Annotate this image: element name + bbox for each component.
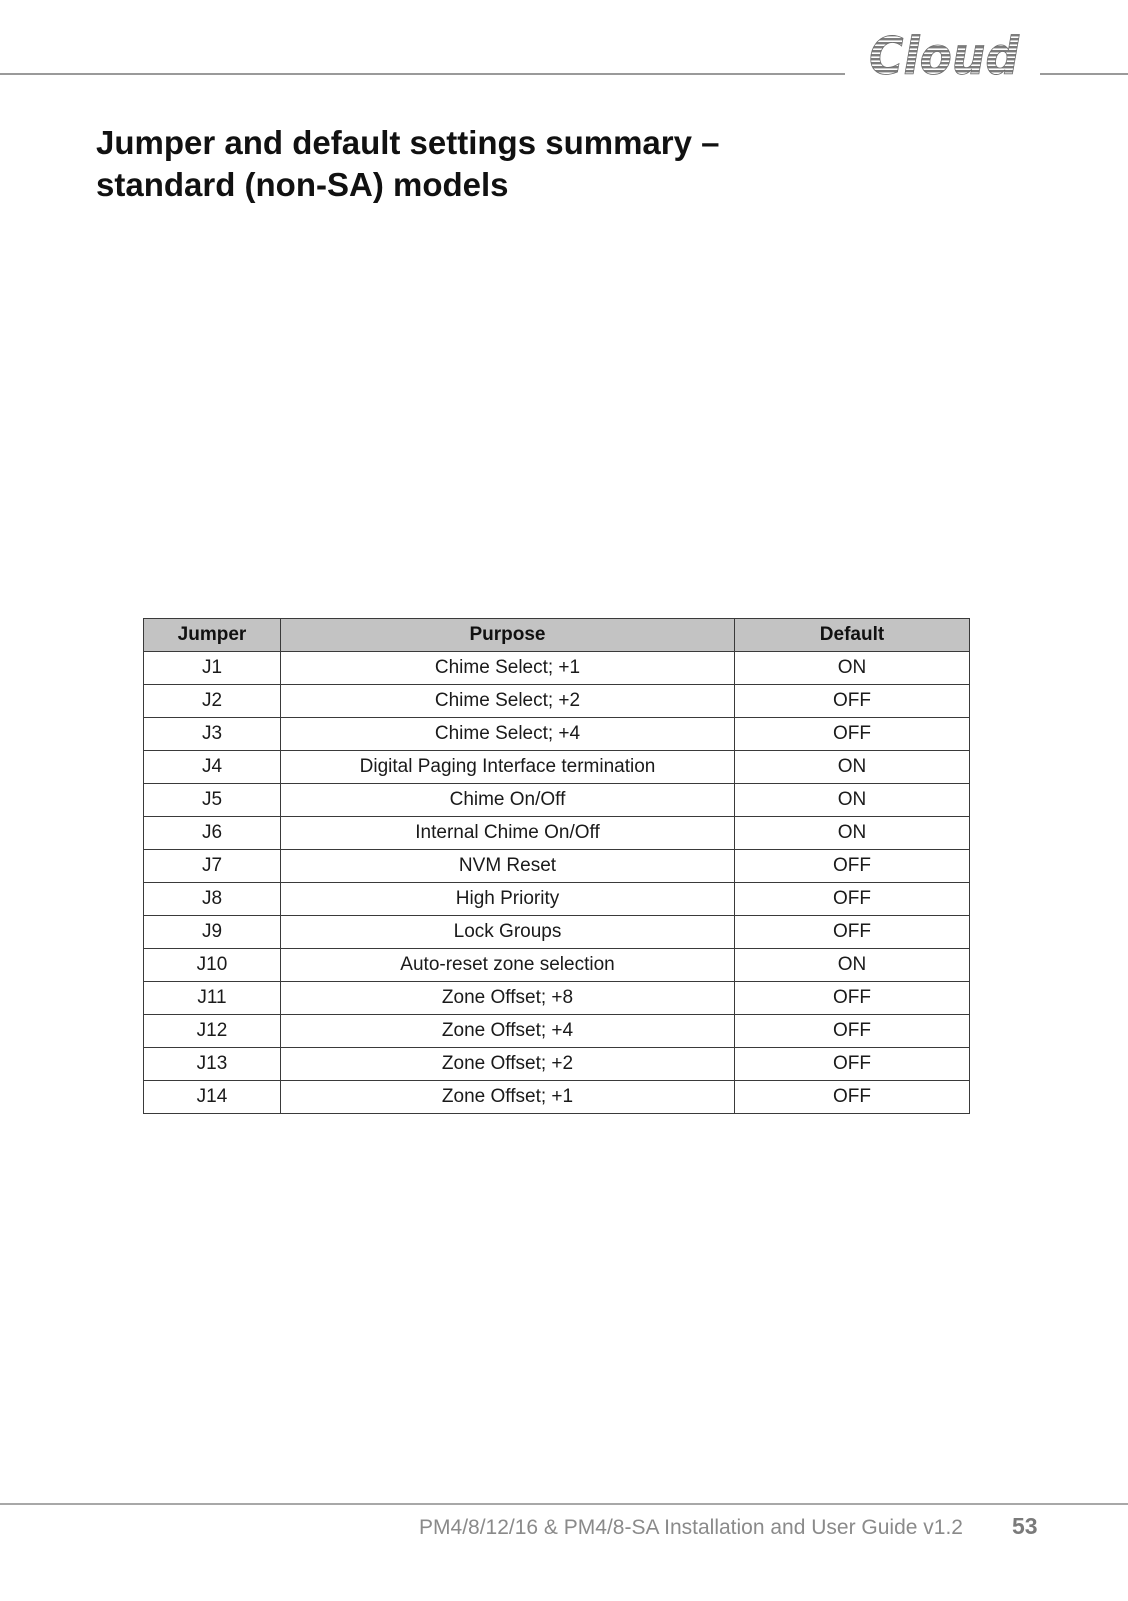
cell-default: OFF (735, 982, 970, 1015)
cell-purpose: Zone Offset; +4 (281, 1015, 735, 1048)
cell-jumper: J11 (144, 982, 281, 1015)
cell-jumper: J1 (144, 652, 281, 685)
header-rule-right (1040, 73, 1128, 75)
cell-purpose: Chime Select; +2 (281, 685, 735, 718)
cell-purpose: High Priority (281, 883, 735, 916)
cloud-logo (868, 30, 1020, 80)
cell-purpose: Zone Offset; +8 (281, 982, 735, 1015)
cell-purpose: Digital Paging Interface termination (281, 751, 735, 784)
footer-guide-title: PM4/8/12/16 & PM4/8-SA Installation and User Guide v1.2 (419, 1516, 963, 1539)
page-title (96, 122, 856, 206)
cell-jumper: J3 (144, 718, 281, 751)
table-row (144, 916, 970, 949)
cell-default: ON (735, 784, 970, 817)
cell-purpose: Zone Offset; +2 (281, 1048, 735, 1081)
cell-jumper: J4 (144, 751, 281, 784)
footer-rule (0, 1503, 1128, 1505)
cell-default: OFF (735, 1081, 970, 1114)
cell-purpose: Chime On/Off (281, 784, 735, 817)
column-header-purpose: Purpose (281, 619, 735, 652)
cell-default: ON (735, 949, 970, 982)
cell-jumper: J13 (144, 1048, 281, 1081)
cell-jumper: J8 (144, 883, 281, 916)
cell-purpose: Auto-reset zone selection (281, 949, 735, 982)
cell-jumper: J7 (144, 850, 281, 883)
jumper-settings-table (143, 618, 970, 1114)
cell-default: ON (735, 751, 970, 784)
cell-default: OFF (735, 916, 970, 949)
table-row (144, 751, 970, 784)
cell-purpose: Zone Offset; +1 (281, 1081, 735, 1114)
cell-purpose: NVM Reset (281, 850, 735, 883)
page-title-line-2: standard (non-SA) models (96, 166, 509, 203)
page-title-line-1: Jumper and default settings summary – (96, 124, 720, 161)
cell-jumper: J14 (144, 1081, 281, 1114)
cell-default: OFF (735, 1015, 970, 1048)
cell-jumper: J12 (144, 1015, 281, 1048)
table-row (144, 784, 970, 817)
cell-default: OFF (735, 685, 970, 718)
table-row (144, 883, 970, 916)
cell-jumper: J10 (144, 949, 281, 982)
column-header-jumper: Jumper (144, 619, 281, 652)
table-row (144, 652, 970, 685)
cell-default: OFF (735, 850, 970, 883)
table-row (144, 850, 970, 883)
table-row (144, 817, 970, 850)
table-row (144, 685, 970, 718)
table-header-row (144, 619, 970, 652)
cell-jumper: J9 (144, 916, 281, 949)
cell-purpose: Chime Select; +1 (281, 652, 735, 685)
cell-purpose: Lock Groups (281, 916, 735, 949)
table-row (144, 718, 970, 751)
table-row (144, 982, 970, 1015)
cell-default: OFF (735, 718, 970, 751)
page-number: 53 (1012, 1513, 1038, 1539)
column-header-default: Default (735, 619, 970, 652)
table-row (144, 1048, 970, 1081)
table-row (144, 1081, 970, 1114)
cell-jumper: J5 (144, 784, 281, 817)
cell-purpose: Internal Chime On/Off (281, 817, 735, 850)
cell-default: OFF (735, 1048, 970, 1081)
cell-default: ON (735, 652, 970, 685)
cell-default: OFF (735, 883, 970, 916)
table-row (144, 949, 970, 982)
header-rule-left (0, 73, 845, 75)
cell-purpose: Chime Select; +4 (281, 718, 735, 751)
table-row (144, 1015, 970, 1048)
cell-jumper: J2 (144, 685, 281, 718)
cloud-logo-mark (868, 30, 1020, 80)
cell-default: ON (735, 817, 970, 850)
cell-jumper: J6 (144, 817, 281, 850)
cloud-logo-text: Cloud (869, 30, 1020, 80)
